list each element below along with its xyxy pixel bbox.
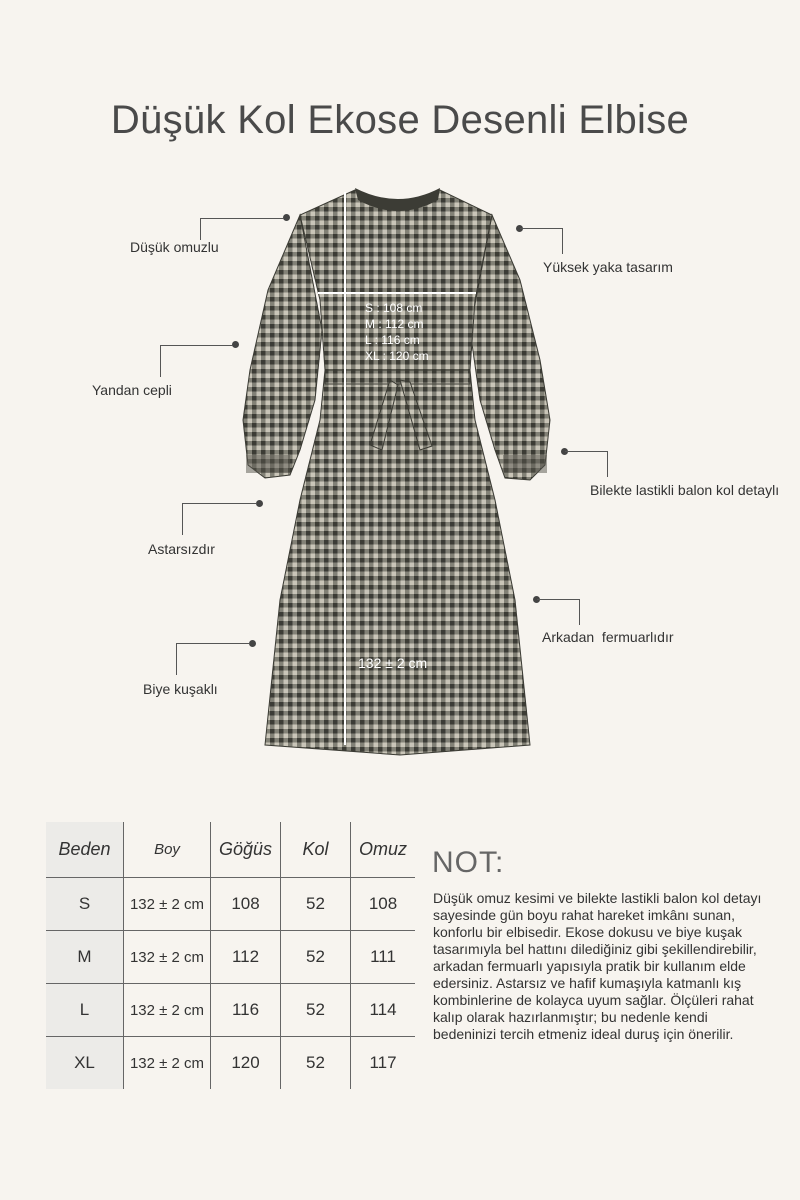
- header-size: Beden: [46, 822, 124, 878]
- belt: [325, 370, 470, 384]
- cell-chest: 108: [211, 878, 281, 931]
- callout-line: [579, 599, 580, 625]
- chest-s: S : 108 cm: [365, 301, 423, 315]
- cell-shoulder: 117: [369, 1053, 397, 1072]
- length-measure-label: 132 ± 2 cm: [358, 655, 428, 671]
- callout-line: [182, 503, 183, 535]
- callout-cuff: Bilekte lastikli balon kol detaylı: [590, 482, 780, 498]
- callout-line: [160, 345, 161, 377]
- callout-unlined: Astarsızdır: [148, 541, 215, 557]
- callout-zipper: Arkadan fermuarlıdır: [542, 629, 674, 645]
- cell-sleeve: 52: [281, 1037, 351, 1090]
- chest-l: L : 116 cm: [365, 333, 420, 347]
- cell-size: S: [46, 878, 124, 931]
- page-title: Düşük Kol Ekose Desenli Elbise: [110, 98, 690, 142]
- header-shoulder: Omuz: [351, 822, 416, 878]
- chest-m: M : 112 cm: [365, 317, 424, 331]
- size-table: [46, 822, 415, 1089]
- callout-high-collar: Yüksek yaka tasarım: [543, 259, 673, 275]
- cell-chest: 116: [211, 984, 281, 1037]
- table-row: [46, 931, 415, 984]
- header-chest: Göğüs: [211, 822, 281, 878]
- cell-length: 132 ± 2 cm: [124, 931, 211, 984]
- callout-dot: [256, 500, 263, 507]
- callout-side-pocket: Yandan cepli: [92, 382, 172, 398]
- callout-dot: [249, 640, 256, 647]
- cell-length: 132 ± 2 cm: [124, 878, 211, 931]
- header-length: Boy: [124, 822, 211, 878]
- header-sleeve: Kol: [281, 822, 351, 878]
- cell-sleeve: 52: [281, 931, 351, 984]
- table-header-row: [46, 822, 415, 878]
- chest-xl: XL : 120 cm: [365, 349, 429, 363]
- table-row: [46, 878, 415, 931]
- cell-sleeve: 52: [281, 878, 351, 931]
- table-row: [46, 984, 415, 1037]
- callout-line: [160, 345, 233, 346]
- callout-line: [565, 451, 607, 452]
- callout-dot: [283, 214, 290, 221]
- callout-line: [537, 599, 579, 600]
- callout-dot: [232, 341, 239, 348]
- callout-line: [176, 643, 177, 675]
- callout-line: [176, 643, 250, 644]
- cell-shoulder: 114: [351, 984, 416, 1037]
- chest-measure-label: [365, 300, 429, 364]
- note-heading: NOT:: [432, 846, 505, 879]
- right-cuff: [503, 455, 547, 473]
- callout-line: [200, 218, 284, 219]
- callout-line: [200, 218, 201, 240]
- cell-length: 132 ± 2 cm: [124, 1037, 211, 1090]
- cell-size: M: [46, 931, 124, 984]
- left-cuff: [246, 455, 290, 473]
- cell-length: 132 ± 2 cm: [124, 984, 211, 1037]
- cell-chest: 112: [211, 931, 281, 984]
- cell-sleeve: 52: [281, 984, 351, 1037]
- cell-shoulder: 108: [351, 878, 416, 931]
- callout-drop-shoulder: Düşük omuzlu: [130, 239, 219, 255]
- note-text: Düşük omuz kesimi ve bilekte lastikli balon kol detayı sayesinde gün boyu rahat hareket imkânı sunan, konforlu bir elbisedir. Ekose dokusu ve biye kuşak tasarımıyla bel hattını dilediğiniz gibi şekillendirebilir, arkadan fermuarlı yapısıyla pratik bir kullanım elde edersiniz. Astarsız ve hafif kumaşıyla katmanlı kış kombinlerine de kolayca uyum sağlar. Ölçüleri rahat kalıp olarak hazırlanmıştır; bu nedenle kendi bedeninizi tercih etmeniz ideal duruş için önerilir.: [433, 890, 762, 1042]
- cell-shoulder: 111: [351, 931, 416, 984]
- cell-chest: 120: [211, 1037, 281, 1090]
- table-row: [46, 1037, 415, 1090]
- cell-size: L: [46, 984, 124, 1037]
- callout-line: [562, 228, 563, 254]
- callout-line: [520, 228, 562, 229]
- callout-line: [182, 503, 257, 504]
- callout-line: [607, 451, 608, 477]
- callout-belt: Biye kuşaklı: [143, 681, 218, 697]
- cell-size: XL: [46, 1037, 124, 1090]
